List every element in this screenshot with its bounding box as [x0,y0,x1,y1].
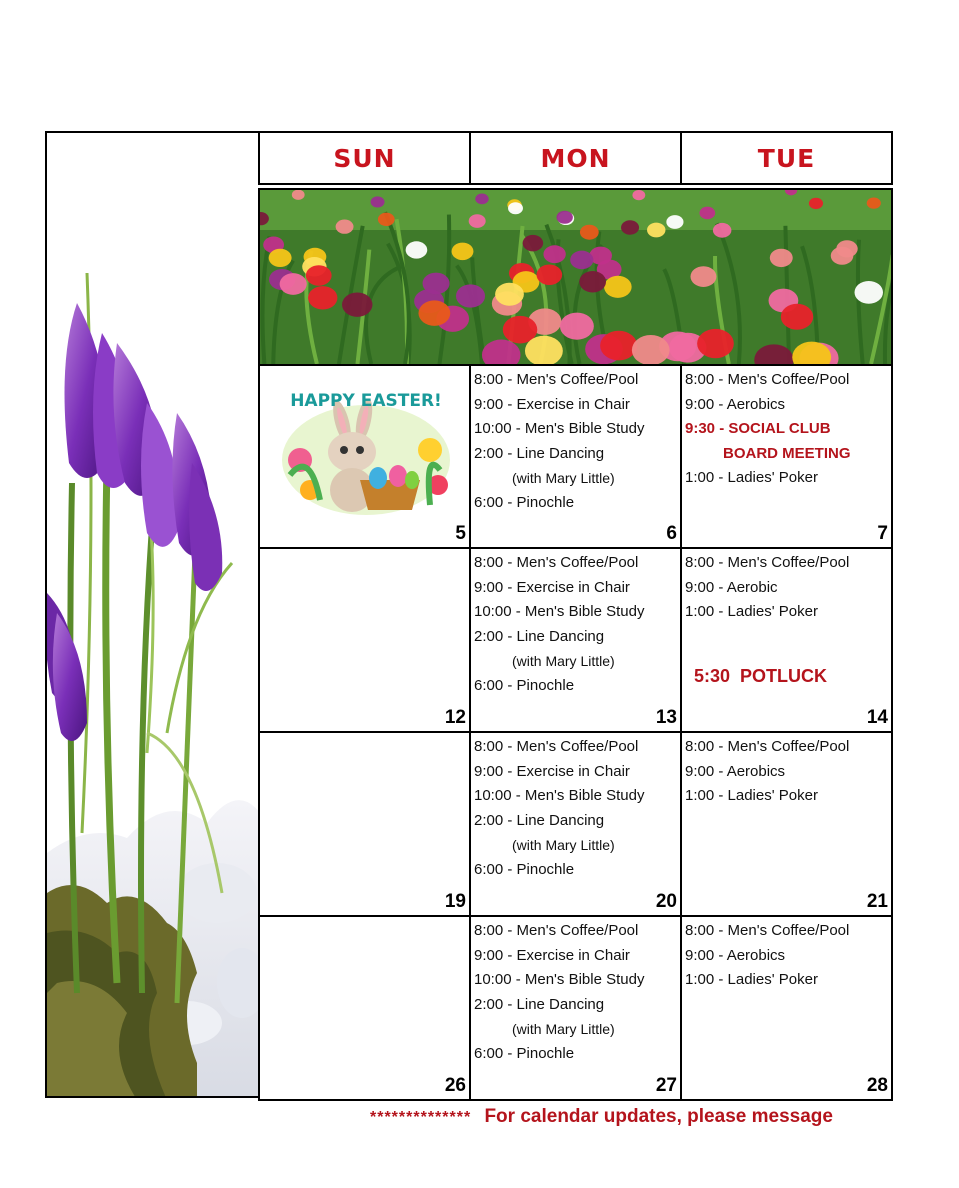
event-item: 9:00 - Aerobics [685,762,786,780]
event-item: 1:00 - Ladies' Poker [685,971,818,988]
happy-easter-image [280,380,452,516]
event-item-highlight: 9:30 - SOCIAL CLUB [685,420,831,437]
easter-bunny-illustration [280,380,452,516]
day-cell-20 [469,731,682,917]
event-item: 6:00 - Pinochle [474,860,575,878]
day-header-tue [680,131,893,185]
event-list [685,368,889,491]
event-item: 9:00 - Exercise in Chair [474,762,630,780]
day-cell-27 [469,915,682,1101]
day-number: 26 [444,1075,466,1096]
event-item: 2:00 - Line Dancing [474,995,605,1013]
day-header-label: MON [540,143,611,173]
day-cell-19 [258,731,471,917]
event-item: 6:00 - Pinochle [474,493,575,511]
easter-image-text: HAPPY EASTER! [290,391,442,411]
event-item: 8:00 - Men's Coffee/Pool [685,922,850,939]
day-number: 20 [655,891,677,912]
day-number: 19 [444,891,466,912]
event-item: 1:00 - Ladies' Poker [685,603,818,620]
event-list [685,551,889,625]
event-item: 9:00 - Aerobics [685,946,786,964]
day-cell-6 [469,364,682,549]
tulip-field-illustration [260,190,891,364]
event-list [685,919,889,993]
footer-note [370,1106,833,1128]
day-cell-13 [469,547,682,733]
day-number: 7 [877,523,888,544]
day-number: 5 [455,523,466,544]
event-item: 10:00 - Men's Bible Study [474,603,645,620]
event-item: 8:00 - Men's Coffee/Pool [474,738,639,755]
event-list [685,735,889,809]
event-item: 10:00 - Men's Bible Study [474,971,645,988]
day-cell-14 [680,547,893,733]
tulip-banner-image [258,188,893,366]
event-item: 9:00 - Exercise in Chair [474,578,630,596]
day-cell-21 [680,731,893,917]
day-number: 14 [866,707,888,728]
day-cell-28 [680,915,893,1101]
day-cell-5 [258,364,471,549]
event-item: 2:00 - Line Dancing [474,444,605,462]
day-header-label: TUE [757,143,816,173]
day-number: 27 [655,1075,677,1096]
event-item: (with Mary Little) [512,1021,615,1037]
event-item: 9:00 - Exercise in Chair [474,946,630,964]
crocus-side-image [45,131,258,1098]
day-number: 12 [444,707,466,728]
event-item: 8:00 - Men's Coffee/Pool [685,554,850,571]
crocus-illustration [47,133,258,1098]
footer-stars: ************** [370,1109,472,1126]
event-item: (with Mary Little) [512,837,615,853]
event-item: 8:00 - Men's Coffee/Pool [685,371,850,388]
event-item: 1:00 - Ladies' Poker [685,469,818,486]
event-list [474,735,678,882]
event-item: 6:00 - Pinochle [474,676,575,694]
event-list [474,368,678,515]
event-item: 9:00 - Exercise in Chair [474,395,630,413]
day-header-label: SUN [333,143,396,173]
event-item: 8:00 - Men's Coffee/Pool [474,922,639,939]
event-item: 9:00 - Aerobic [685,578,778,596]
day-cell-26 [258,915,471,1101]
day-number: 28 [866,1075,888,1096]
event-item: (with Mary Little) [512,653,615,669]
event-item: 10:00 - Men's Bible Study [474,787,645,804]
day-header-mon [469,131,682,185]
day-header-sun [258,131,471,185]
event-item-highlight: BOARD MEETING [723,444,851,462]
event-item: 8:00 - Men's Coffee/Pool [685,738,850,755]
event-item: 2:00 - Line Dancing [474,627,605,645]
event-item: 2:00 - Line Dancing [474,811,605,829]
event-item: 9:00 - Aerobics [685,395,786,413]
event-list [474,919,678,1066]
potluck-event: 5:30 POTLUCK [694,666,828,686]
event-list [474,551,678,698]
calendar-grid [258,131,893,1101]
event-item: 6:00 - Pinochle [474,1044,575,1062]
event-item: 1:00 - Ladies' Poker [685,787,818,804]
day-number: 21 [866,891,888,912]
footer-text: For calendar updates, please message [484,1106,833,1127]
day-cell-7 [680,364,893,549]
event-item: (with Mary Little) [512,470,615,486]
event-item: 8:00 - Men's Coffee/Pool [474,371,639,388]
event-item: 8:00 - Men's Coffee/Pool [474,554,639,571]
event-item: 10:00 - Men's Bible Study [474,420,645,437]
day-number: 6 [666,523,677,544]
day-cell-12 [258,547,471,733]
day-number: 13 [655,707,677,728]
